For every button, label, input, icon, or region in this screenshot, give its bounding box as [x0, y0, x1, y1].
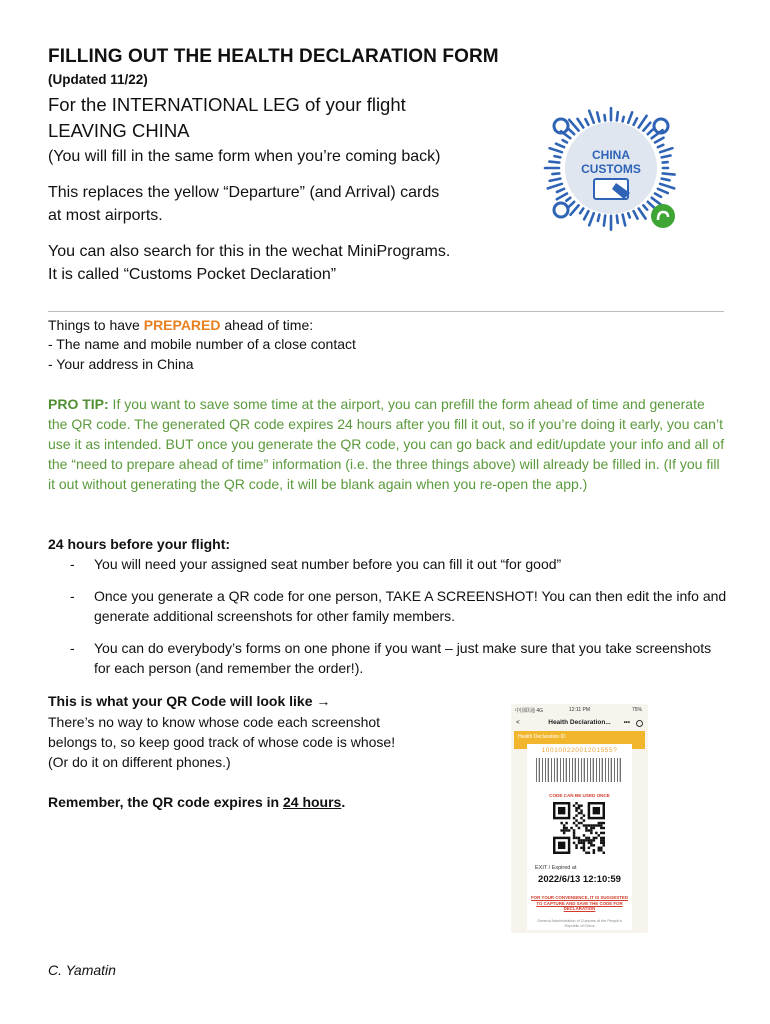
qr-remember: Remember, the QR code expires in 24 hours. — [48, 794, 346, 810]
subtitle-line-2: LEAVING CHINA — [48, 120, 190, 141]
prepared-highlight: PREPARED — [143, 317, 221, 333]
before-flight-list — [70, 554, 730, 690]
qr-line-3: (Or do it on different phones.) — [48, 754, 231, 770]
author-signature: C. Yamatin — [48, 962, 116, 978]
single-use-note: CODE CAN BE USED ONCE — [549, 793, 610, 798]
declaration-number: 10010022001201555? — [541, 747, 618, 754]
carrier-label: 中国联通 4G — [515, 708, 544, 714]
status-time: 12:11 PM — [569, 707, 591, 713]
page-title: FILLING OUT THE HEALTH DECLARATION FORM — [48, 46, 499, 67]
subtitle-note: (You will fill in the same form when you’re coming back) — [48, 148, 441, 165]
close-icon[interactable] — [636, 720, 643, 727]
replace-line-2: at most airports. — [48, 207, 163, 224]
declaration-card — [527, 744, 632, 930]
search-line-1: You can also search for this in the wechat MiniPrograms. — [48, 243, 451, 260]
before-flight-heading: 24 hours before your flight: — [48, 536, 231, 552]
qr-line-2: belongs to, so keep good track of whose code is whose! — [48, 734, 396, 750]
miniprogram-code-icon — [532, 97, 690, 239]
subtitle-line-1: For the INTERNATIONAL LEG of your flight — [48, 94, 406, 115]
prepare-lead: Things to have PREPARED ahead of time: — [48, 317, 314, 333]
qr-heading: This is what your QR Code will look like → — [48, 693, 331, 709]
section-divider — [48, 311, 724, 312]
mini-program-nav — [511, 716, 648, 730]
list-item: - You can do everybody’s forms on one phone if you want – just make sure that you take screenshots for each person (and remember the order!). — [70, 638, 730, 679]
china-customs-logo — [532, 97, 690, 239]
expiry-duration: 24 hours — [282, 794, 342, 810]
status-bar — [511, 704, 648, 716]
prepare-item-address: - Your address in China — [48, 356, 194, 372]
expiry-date: 2022/6/13 12:10:59 — [538, 874, 621, 885]
list-item: - You will need your assigned seat number before you can fill it out “for good” — [70, 554, 730, 575]
nav-title: Health Declaration... — [548, 719, 611, 726]
convenience-note: FOR YOUR CONVENIENCE, IT IS SUGGESTED TO CAPTURE AND SAVE THE CODE FOR DECLARATION — [531, 895, 629, 912]
back-icon[interactable]: < — [516, 719, 520, 726]
logo-text-china: CHINA — [592, 148, 630, 162]
list-item: - Once you generate a QR code for one person, TAKE A SCREENSHOT! You can then edit the info and generate additional screenshots for other family members. — [70, 586, 730, 627]
exit-label: EXIT / Expired at — [535, 865, 577, 871]
pro-tip-label: PRO TIP: — [48, 396, 109, 412]
replace-line-1: This replaces the yellow “Departure” (and Arrival) cards — [48, 184, 440, 201]
battery-label: 75% — [631, 707, 642, 713]
prepare-item-contact: - The name and mobile number of a close contact — [48, 336, 356, 352]
pro-tip: PRO TIP: If you want to save some time at the airport, you can prefill the form ahead of time and generate the QR code. The generated QR code expires 24 hours after you fill it out, so if you’re doing it early, you can’t use it as intended. BUT once you generate the QR code, you can go back and edit/update your info and all of the “need to prepare ahead of time” information (i.e. the three things above) will already be filled in. (If you fill it out without generating the QR code, it will be blank again when you re-open the app.) — [48, 396, 725, 492]
qr-line-1: There’s no way to know whose code each screenshot — [48, 714, 381, 730]
updated-date: (Updated 11/22) — [48, 72, 148, 87]
barcode-icon — [535, 758, 624, 782]
search-line-2: It is called “Customs Pocket Declaration” — [48, 266, 337, 283]
qr-code-screenshot — [511, 704, 648, 933]
qr-code-icon — [553, 802, 605, 854]
card-header: Health Declaration ID — [518, 734, 566, 740]
more-icon[interactable]: ••• — [623, 720, 630, 726]
logo-text-customs: CUSTOMS — [581, 162, 641, 176]
issuer-note: General Administration of Customs of the People's Republic of China — [537, 919, 622, 928]
